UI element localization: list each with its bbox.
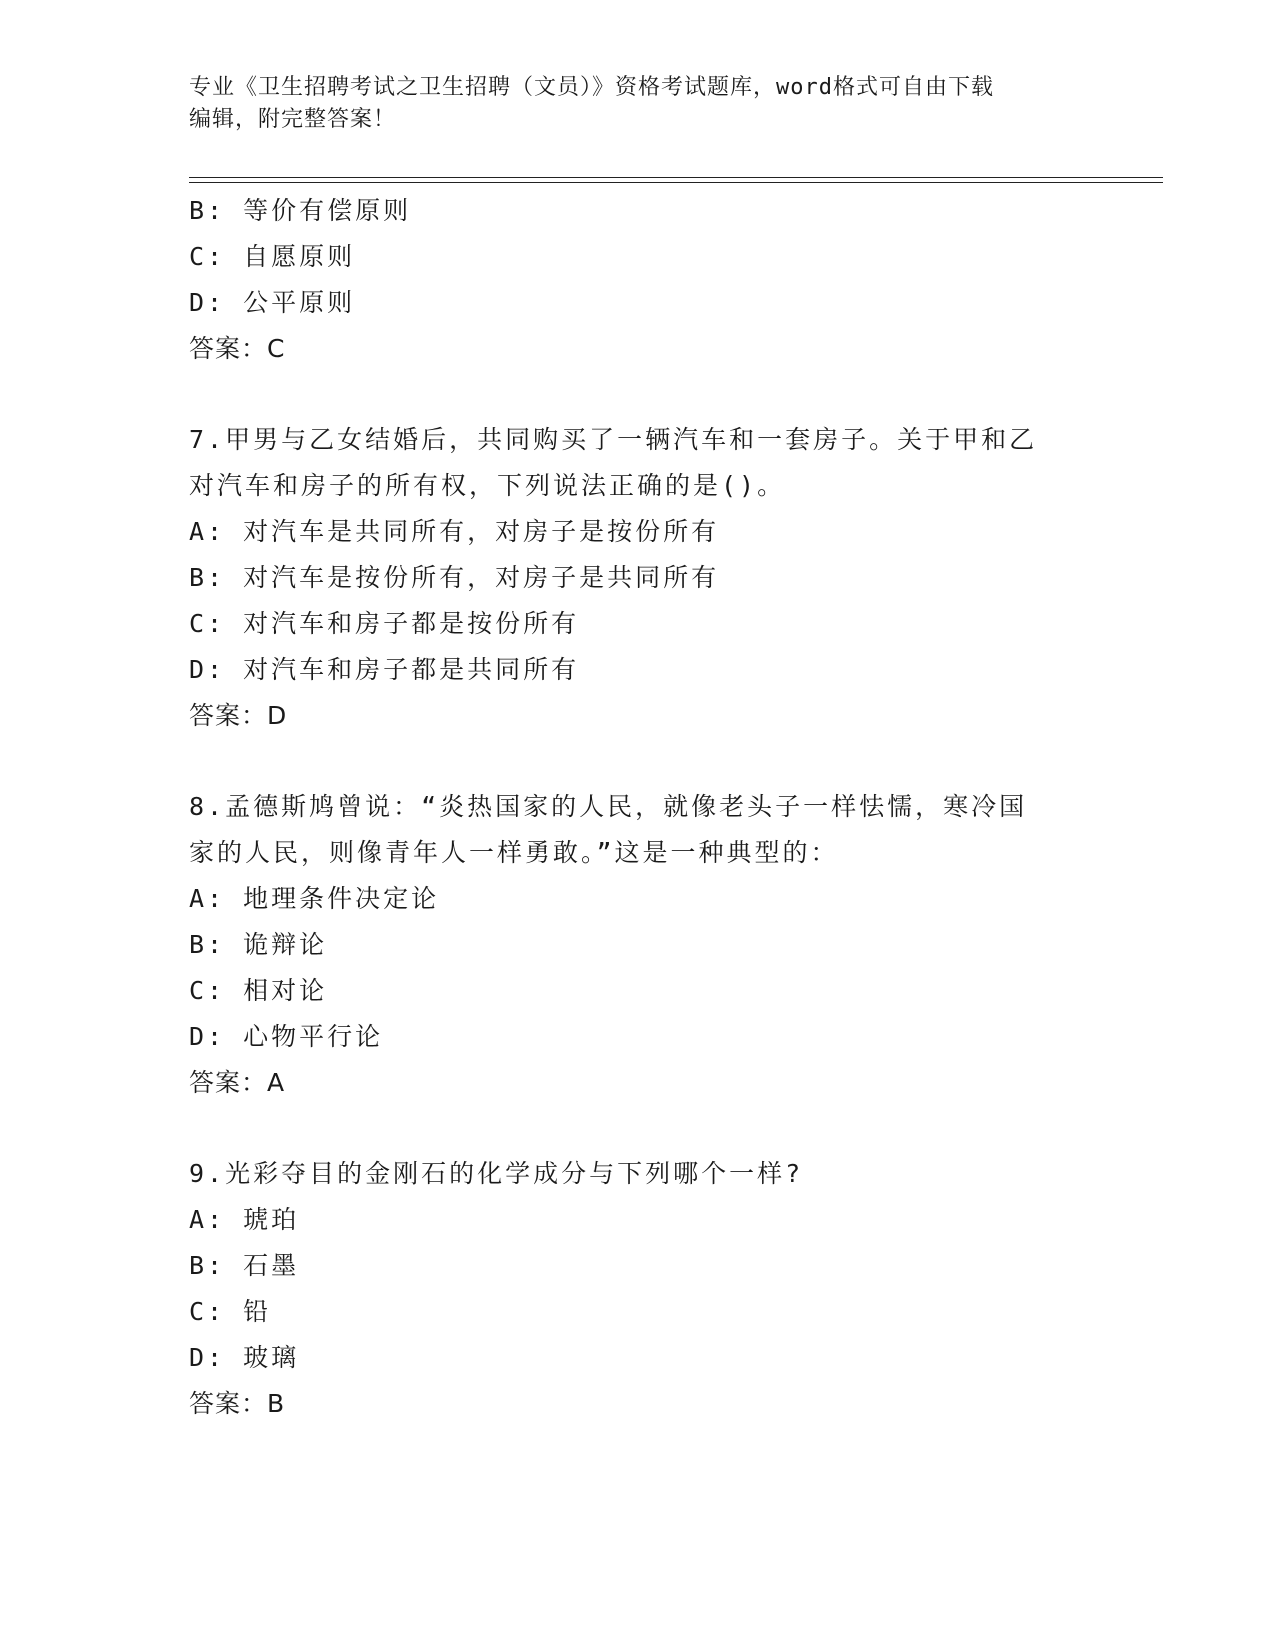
option-d: D: 对汽车和房子都是共同所有	[189, 655, 580, 684]
option-c: C: 对汽车和房子都是按份所有	[189, 609, 580, 638]
question-stem-line-1: 9.光彩夺目的金刚石的化学成分与下列哪个一样?	[189, 1159, 804, 1188]
option-a: A: 琥珀	[189, 1205, 300, 1234]
question-spacer	[189, 1106, 1089, 1151]
question-spacer	[189, 372, 1089, 417]
header-divider-top	[189, 177, 1163, 178]
header-divider-bottom	[189, 182, 1163, 183]
question-6-partial	[189, 188, 1089, 372]
option-a: A: 地理条件决定论	[189, 884, 440, 913]
question-9	[189, 1151, 1089, 1427]
option-c: C: 自愿原则	[189, 242, 356, 271]
option-b: B: 诡辩论	[189, 930, 328, 959]
answer: 答案：B	[189, 1389, 286, 1418]
option-d: D: 心物平行论	[189, 1022, 384, 1051]
document-header	[189, 72, 1089, 136]
question-7	[189, 417, 1089, 739]
question-8	[189, 784, 1089, 1106]
question-stem-line-1: 8.孟德斯鸠曾说：“炎热国家的人民，就像老头子一样怯懦，寒冷国	[189, 792, 1028, 821]
option-c: C: 相对论	[189, 976, 328, 1005]
question-stem-line-2: 家的人民，则像青年人一样勇敢。”这是一种典型的：	[189, 838, 839, 867]
option-b: B: 对汽车是按份所有，对房子是共同所有	[189, 563, 720, 592]
question-stem-line-2: 对汽车和房子的所有权，下列说法正确的是()。	[189, 471, 786, 500]
question-stem-line-1: 7.甲男与乙女结婚后，共同购买了一辆汽车和一套房子。关于甲和乙	[189, 425, 1038, 454]
header-line-2: 编辑，附完整答案！	[189, 107, 397, 132]
answer: 答案：A	[189, 1068, 286, 1097]
question-list	[189, 188, 1089, 1427]
option-a: A: 对汽车是共同所有，对房子是按份所有	[189, 517, 720, 546]
answer: 答案：D	[189, 701, 288, 730]
question-spacer	[189, 739, 1089, 784]
option-d: D: 公平原则	[189, 288, 356, 317]
option-b: B: 等价有偿原则	[189, 196, 412, 225]
option-c: C: 铅	[189, 1297, 272, 1326]
option-b: B: 石墨	[189, 1251, 300, 1280]
header-line-1: 专业《卫生招聘考试之卫生招聘（文员）》资格考试题库，word格式可自由下载	[189, 75, 994, 100]
option-d: D: 玻璃	[189, 1343, 300, 1372]
answer: 答案：C	[189, 334, 286, 363]
